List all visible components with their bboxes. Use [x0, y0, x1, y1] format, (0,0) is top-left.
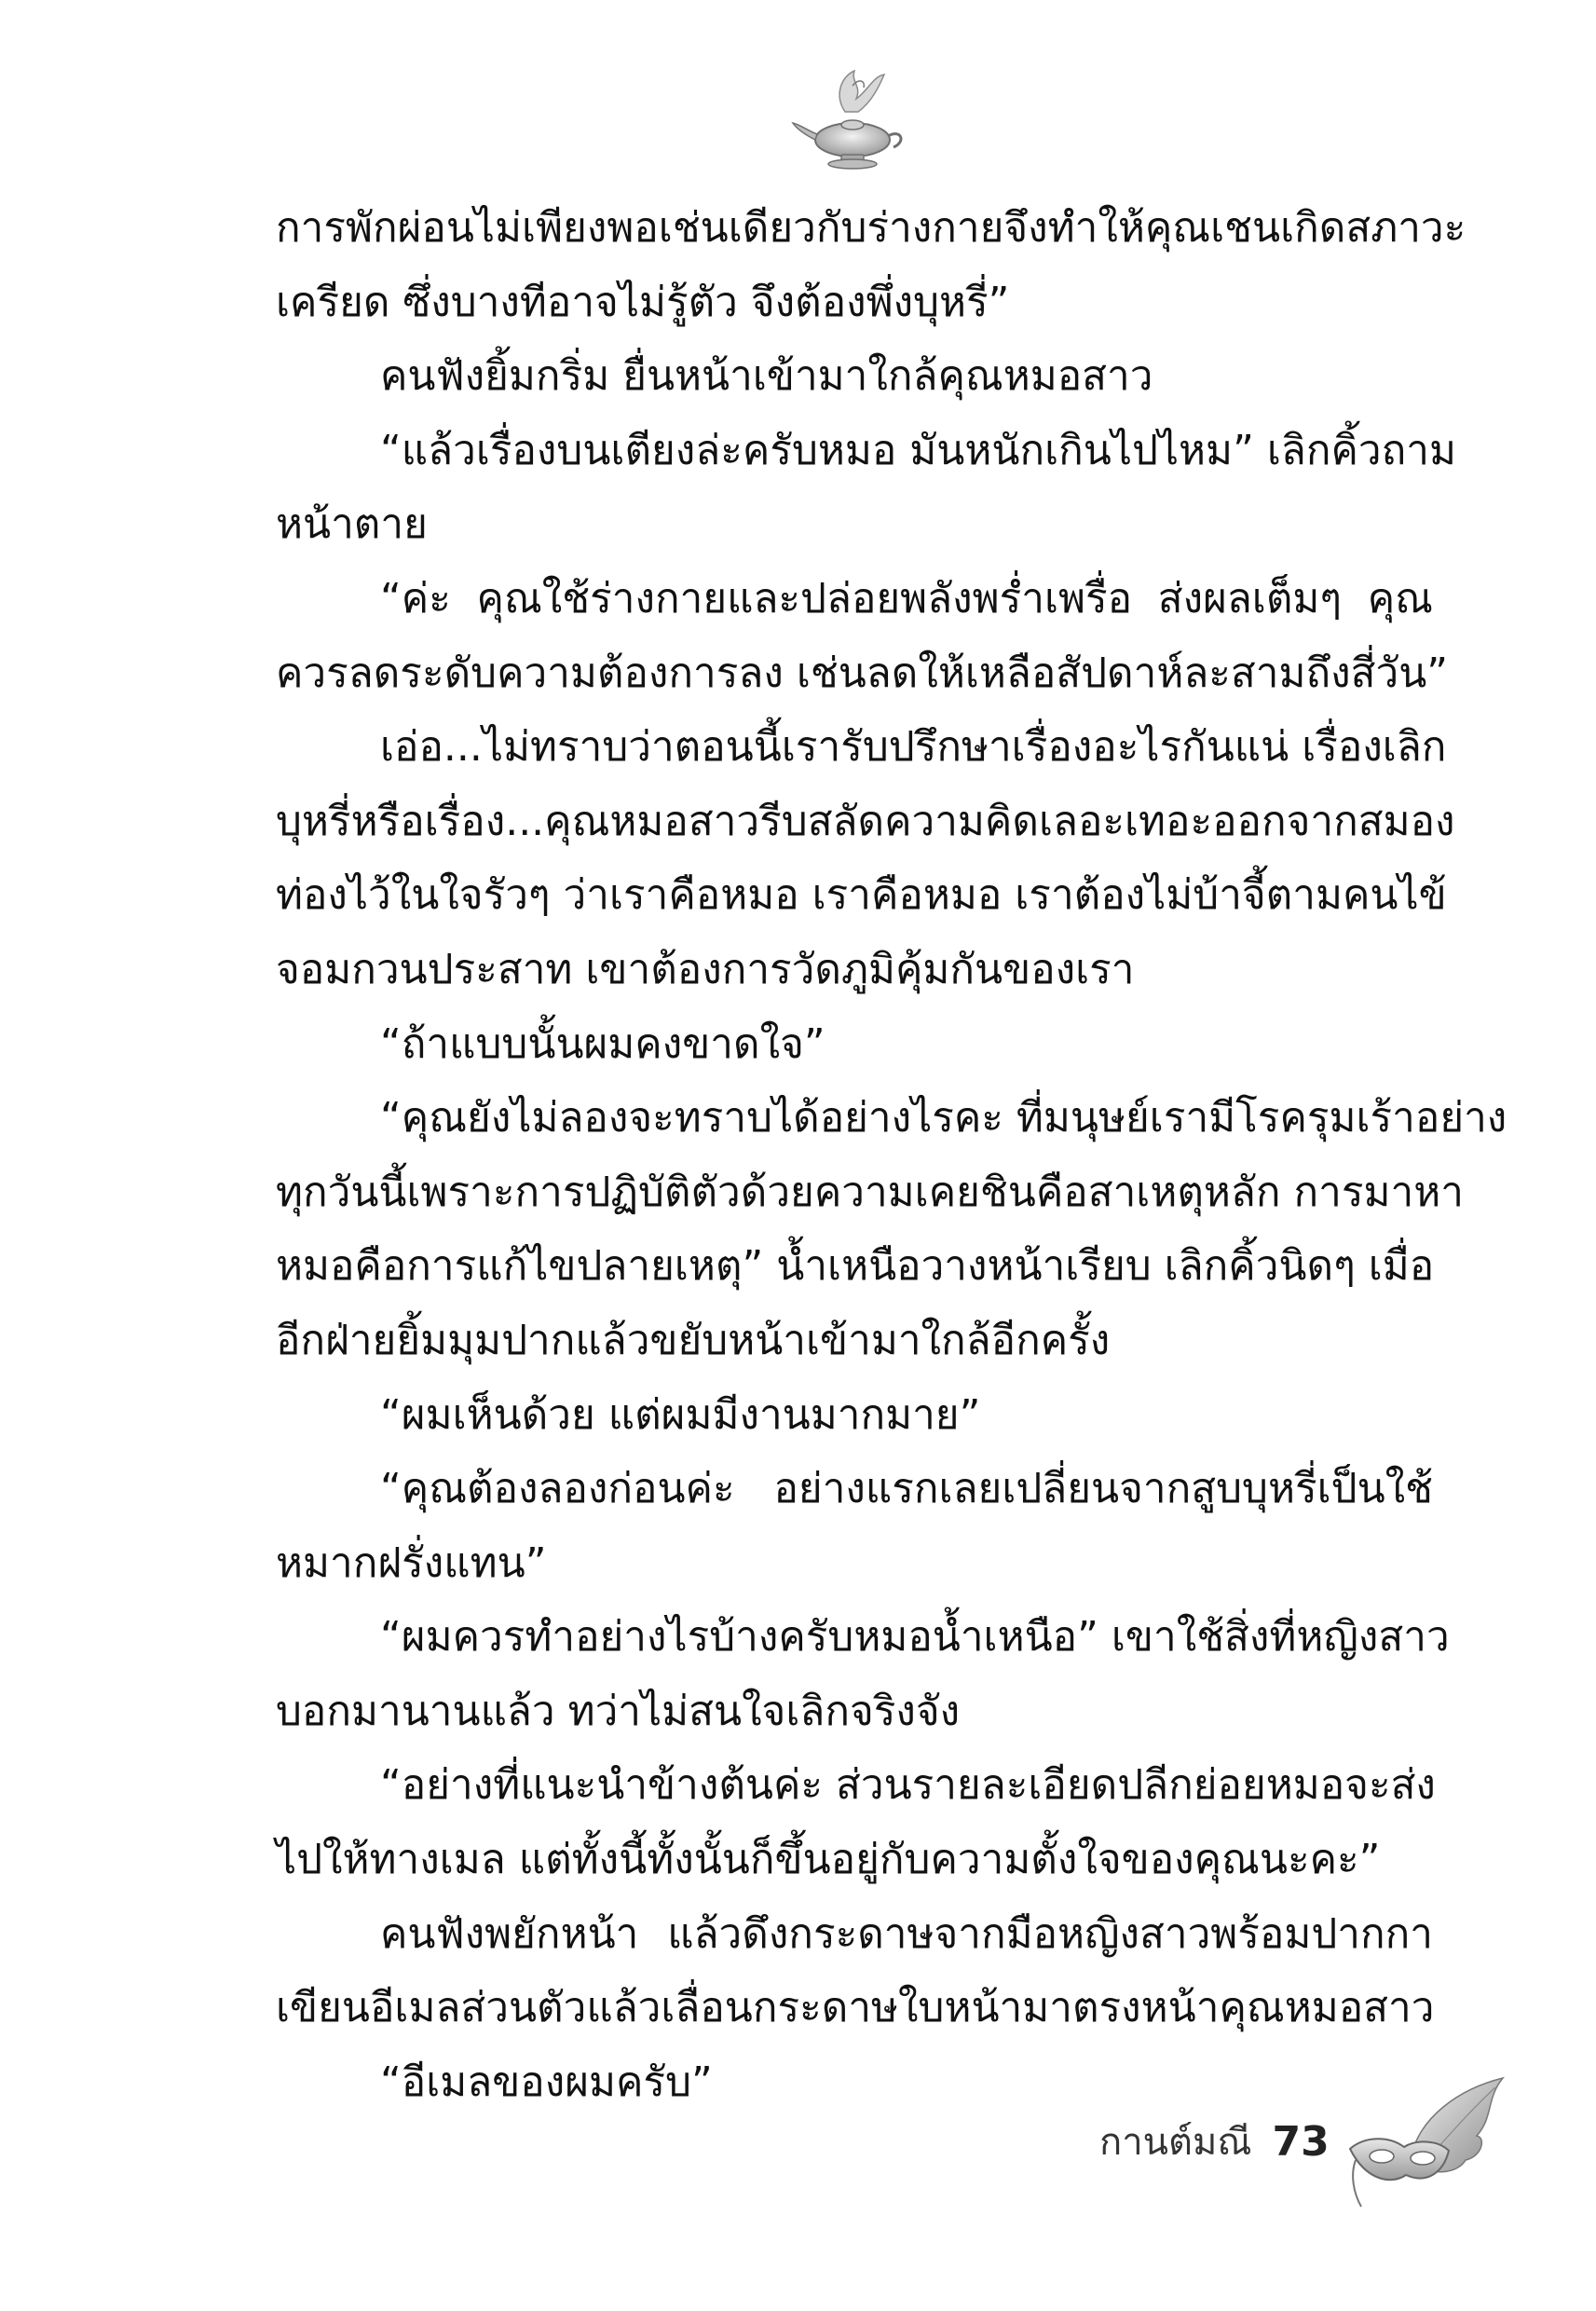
text-line: บุหรี่หรือเรื่อง...คุณหมอสาวรีบสลัดความคิดเลอะเทอะออกจากสมอง: [276, 797, 1455, 845]
text-line: “ผมควรทำอย่างไรบ้างครับหมอน้ำเหนือ” เขาใช้สิ่งที่หญิงสาว: [380, 1613, 1450, 1661]
book-title: กานต์มณี: [1099, 2121, 1252, 2164]
text-line: “แล้วเรื่องบนเตียงล่ะครับหมอ มันหนักเกินไปไหม” เลิกคิ้วถาม: [380, 426, 1456, 474]
text-line: ทุกวันนี้เพราะการปฏิบัติตัวด้วยความเคยชินคือสาเหตุหลัก การมาหา: [276, 1168, 1464, 1216]
text-line: คนฟังยิ้มกริ่ม ยื่นหน้าเข้ามาใกล้คุณหมอสาว: [380, 352, 1153, 401]
text-line: เครียด ซึ่งบางทีอาจไม่รู้ตัว จึงต้องพึ่งบุหรี่”: [276, 278, 1010, 326]
text-line: อีกฝ่ายยิ้มมุมปากแล้วขยับหน้าเข้ามาใกล้อีกครั้ง: [276, 1316, 1111, 1364]
text-line: ไปให้ทางเมล แต่ทั้งนี้ทั้งนั้นก็ขึ้นอยู่กับความตั้งใจของคุณนะคะ”: [276, 1836, 1381, 1884]
genie-lamp-icon: [787, 58, 918, 179]
text-line: “คุณยังไม่ลองจะทราบได้อย่างไรคะ ที่มนุษย์เรามีโรครุมเร้าอย่าง: [380, 1094, 1507, 1142]
masquerade-mask-icon: [1346, 2071, 1509, 2210]
text-line: จอมกวนประสาท เขาต้องการวัดภูมิคุ้มกันของเรา: [276, 945, 1135, 993]
text-line: หน้าตาย: [276, 500, 428, 549]
text-line: “ผมเห็นด้วย แต่ผมมีงานมากมาย”: [380, 1390, 981, 1439]
page-number: 73: [1272, 2117, 1330, 2166]
text-line: “อย่างที่แนะนำข้างต้นค่ะ ส่วนรายละเอียดปลีกย่อยหมอจะส่ง: [380, 1761, 1436, 1810]
text-line: เอ่อ...ไม่ทราบว่าตอนนี้เรารับปรึกษาเรื่องอะไรกันแน่ เรื่องเลิก: [380, 723, 1447, 772]
text-line: ควรลดระดับความต้องการลง เช่นลดให้เหลือสัปดาห์ละสามถึงสี่วัน”: [276, 649, 1449, 697]
text-line: การพักผ่อนไม่เพียงพอเช่นเดียวกับร่างกายจึงทำให้คุณเชนเกิดสภาวะ: [276, 204, 1466, 252]
text-line: ท่องไว้ในใจรัวๆ ว่าเราคือหมอ เราคือหมอ เราต้องไม่บ้าจี้ตามคนไข้: [276, 871, 1447, 920]
text-line: หมากฝรั่งแทน”: [276, 1538, 547, 1587]
text-line: บอกมานานแล้ว ทว่าไม่สนใจเลิกจริงจัง: [276, 1687, 961, 1735]
text-line: “ค่ะ คุณใช้ร่างกายและปล่อยพลังพร่ำเพรื่อ ส่งผลเต็มๆ คุณ: [380, 574, 1433, 622]
page-footer: [1099, 2104, 1330, 2179]
text-line: “ถ้าแบบนั้นผมคงขาดใจ”: [380, 1019, 825, 1068]
text-line: หมอคือการแก้ไขปลายเหตุ” น้ำเหนือวางหน้าเรียบ เลิกคิ้วนิดๆ เมื่อ: [276, 1242, 1435, 1291]
text-line: เขียนอีเมลส่วนตัวแล้วเลื่อนกระดาษใบหน้ามาตรงหน้าคุณหมอสาว: [276, 1984, 1435, 2032]
body-text: [276, 191, 1507, 2119]
text-line: คนฟังพยักหน้า แล้วดึงกระดาษจากมือหญิงสาวพร้อมปากกา: [380, 1909, 1433, 1958]
text-line: “อีเมลของผมครับ”: [380, 2058, 713, 2106]
text-line: “คุณต้องลองก่อนค่ะ อย่างแรกเลยเปลี่ยนจากสูบบุหรี่เป็นใช้: [380, 1465, 1433, 1513]
